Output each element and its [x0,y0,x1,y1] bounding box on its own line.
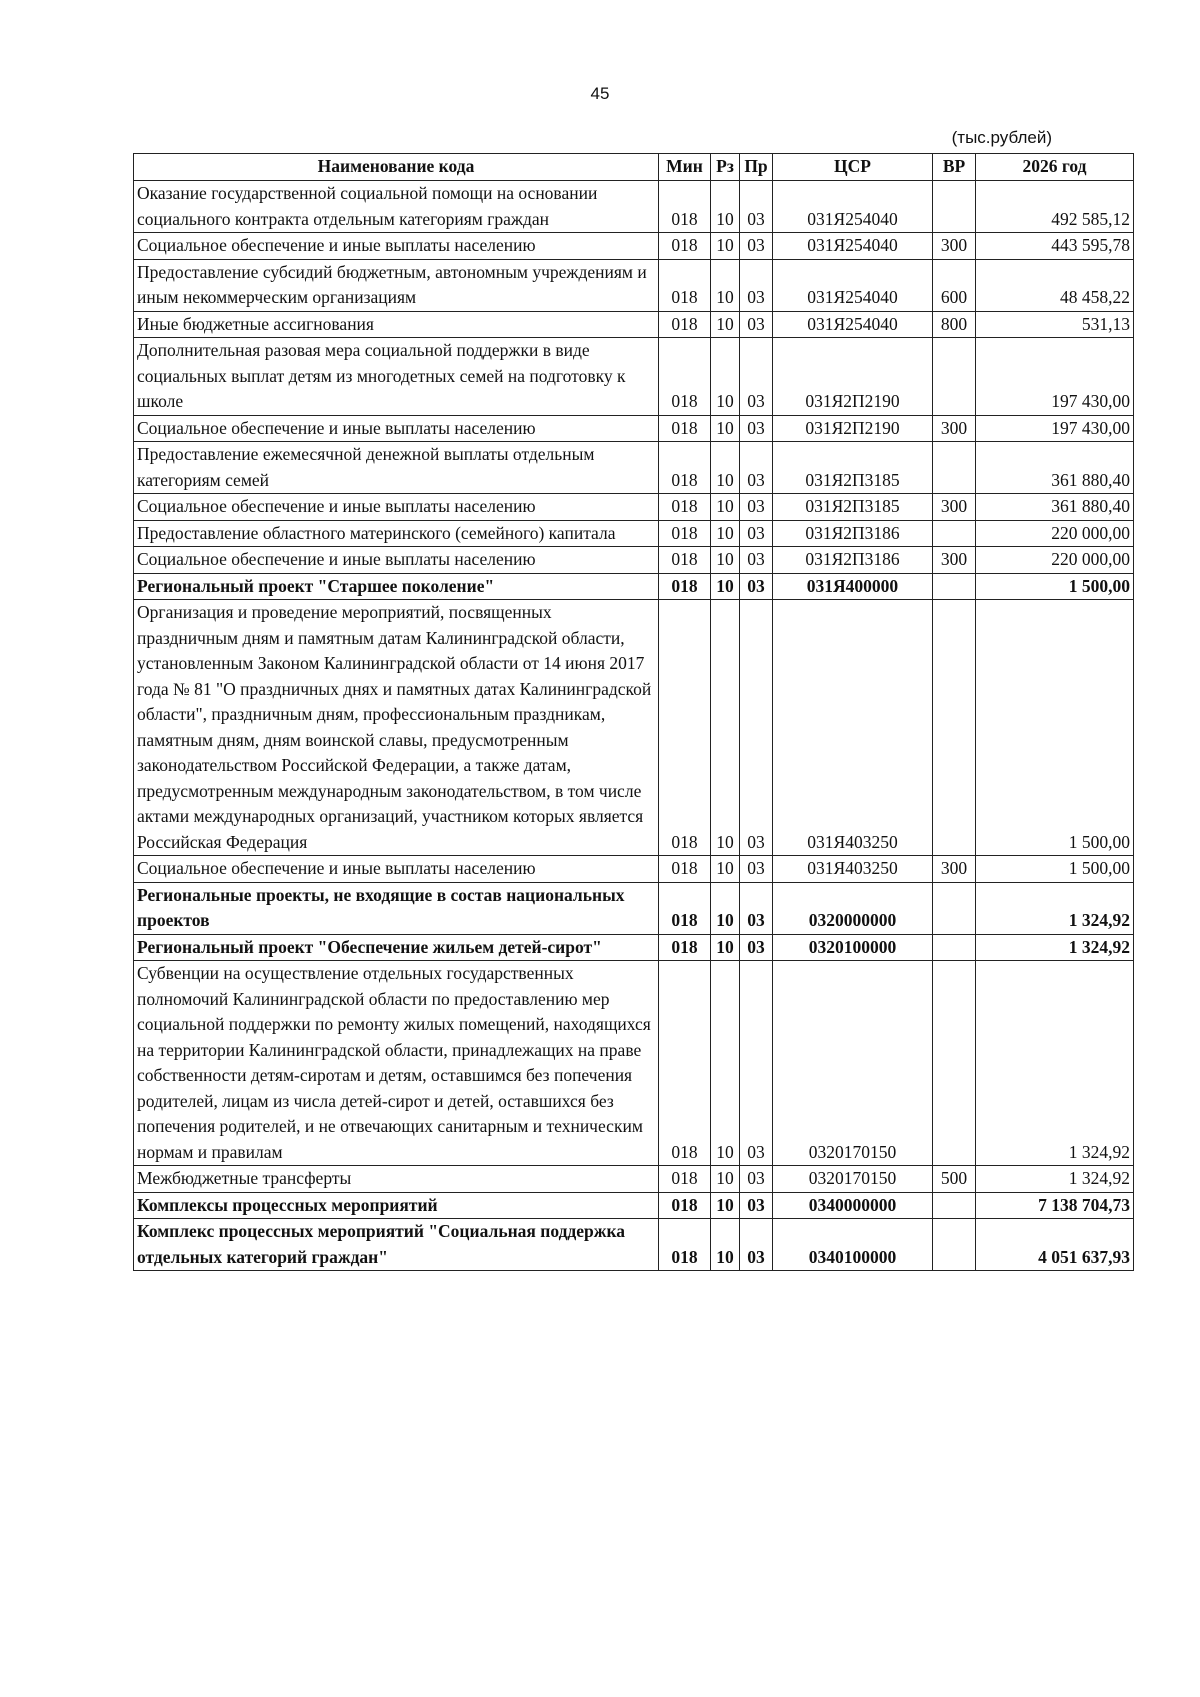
cell-min: 018 [659,442,711,494]
column-header-min: Мин [659,154,711,181]
cell-amount: 361 880,40 [976,494,1134,521]
cell-csr: 031Я254040 [773,259,933,311]
cell-rz: 10 [711,415,740,442]
table-row [134,600,1134,856]
cell-rz: 10 [711,1192,740,1219]
cell-min: 018 [659,573,711,600]
table-row [134,573,1134,600]
cell-rz: 10 [711,856,740,883]
cell-min: 018 [659,494,711,521]
cell-name: Социальное обеспечение и иные выплаты населению [134,494,659,521]
table-row [134,494,1134,521]
cell-amount: 361 880,40 [976,442,1134,494]
cell-rz: 10 [711,882,740,934]
cell-amount: 1 324,92 [976,1166,1134,1193]
cell-rz: 10 [711,338,740,416]
cell-pr: 03 [740,259,773,311]
cell-csr: 0340000000 [773,1192,933,1219]
cell-pr: 03 [740,311,773,338]
cell-min: 018 [659,520,711,547]
cell-name: Оказание государственной социальной помощи на основании социального контракта отдельным категориям граждан [134,181,659,233]
cell-csr: 0320100000 [773,934,933,961]
cell-name: Межбюджетные трансферты [134,1166,659,1193]
cell-rz: 10 [711,1219,740,1271]
cell-pr: 03 [740,882,773,934]
cell-rz: 10 [711,600,740,856]
cell-amount: 220 000,00 [976,520,1134,547]
cell-pr: 03 [740,856,773,883]
table-row [134,961,1134,1166]
table-row [134,520,1134,547]
cell-csr: 031Я254040 [773,311,933,338]
cell-rz: 10 [711,520,740,547]
cell-pr: 03 [740,961,773,1166]
cell-name: Социальное обеспечение и иные выплаты населению [134,856,659,883]
cell-name: Региональный проект "Старшее поколение" [134,573,659,600]
cell-name: Социальное обеспечение и иные выплаты населению [134,415,659,442]
cell-csr: 031Я2П2190 [773,338,933,416]
table-row [134,338,1134,416]
cell-vr [933,442,976,494]
budget-table [133,153,1134,1271]
cell-amount: 7 138 704,73 [976,1192,1134,1219]
cell-name: Предоставление ежемесячной денежной выплаты отдельным категориям семей [134,442,659,494]
table-row [134,442,1134,494]
cell-name: Социальное обеспечение и иные выплаты населению [134,547,659,574]
cell-csr: 031Я2П3186 [773,547,933,574]
cell-min: 018 [659,1219,711,1271]
cell-vr: 500 [933,1166,976,1193]
cell-vr: 600 [933,259,976,311]
cell-name: Региональные проекты, не входящие в состав национальных проектов [134,882,659,934]
cell-vr [933,181,976,233]
cell-name: Социальное обеспечение и иные выплаты населению [134,233,659,260]
cell-vr: 300 [933,494,976,521]
table-row [134,934,1134,961]
cell-vr [933,338,976,416]
cell-min: 018 [659,600,711,856]
cell-name: Дополнительная разовая мера социальной поддержки в виде социальных выплат детям из многодетных семей на подготовку к школе [134,338,659,416]
table-row [134,415,1134,442]
cell-name: Предоставление субсидий бюджетным, автономным учреждениям и иным некоммерческим организациям [134,259,659,311]
cell-rz: 10 [711,442,740,494]
cell-csr: 031Я254040 [773,181,933,233]
cell-pr: 03 [740,1166,773,1193]
cell-amount: 220 000,00 [976,547,1134,574]
table-row [134,311,1134,338]
cell-min: 018 [659,415,711,442]
cell-csr: 0320170150 [773,961,933,1166]
cell-min: 018 [659,961,711,1166]
cell-amount: 443 595,78 [976,233,1134,260]
table-row [134,233,1134,260]
cell-amount: 492 585,12 [976,181,1134,233]
cell-name: Комплексы процессных мероприятий [134,1192,659,1219]
column-header-rz: Рз [711,154,740,181]
cell-csr: 031Я2П3185 [773,442,933,494]
cell-csr: 031Я2П3185 [773,494,933,521]
cell-vr: 300 [933,856,976,883]
cell-amount: 4 051 637,93 [976,1219,1134,1271]
cell-rz: 10 [711,1166,740,1193]
cell-pr: 03 [740,181,773,233]
page-number: 45 [590,84,610,103]
cell-amount: 1 500,00 [976,856,1134,883]
table-row [134,1166,1134,1193]
cell-pr: 03 [740,934,773,961]
units-label: (тыс.рублей) [951,128,1052,147]
cell-min: 018 [659,181,711,233]
cell-vr [933,1219,976,1271]
cell-pr: 03 [740,494,773,521]
cell-name: Предоставление областного материнского (семейного) капитала [134,520,659,547]
cell-rz: 10 [711,233,740,260]
cell-amount: 1 324,92 [976,934,1134,961]
table-row [134,547,1134,574]
table-row [134,1219,1134,1271]
table-row [134,882,1134,934]
cell-csr: 031Я2П2190 [773,415,933,442]
cell-amount: 197 430,00 [976,415,1134,442]
cell-vr: 800 [933,311,976,338]
cell-pr: 03 [740,573,773,600]
cell-pr: 03 [740,600,773,856]
cell-vr [933,1192,976,1219]
cell-rz: 10 [711,259,740,311]
cell-rz: 10 [711,311,740,338]
cell-amount: 1 324,92 [976,882,1134,934]
table-row [134,856,1134,883]
cell-amount: 197 430,00 [976,338,1134,416]
column-header-vr: ВР [933,154,976,181]
cell-amount: 531,13 [976,311,1134,338]
cell-name: Субвенции на осуществление отдельных государственных полномочий Калининградской области по предоставлению мер социальной поддержки по ремонту жилых помещений, находящихся на территории Калининградской области, принадлежащих на праве собственности детям-сиротам и детям, оставшимся без попечения родителей, лицам из числа детей-сирот и детей, оставшихся без попечения родителей, и не отвечающих санитарным и техническим нормам и правилам [134,961,659,1166]
column-header-pr: Пр [740,154,773,181]
cell-csr: 031Я403250 [773,600,933,856]
cell-amount: 1 500,00 [976,573,1134,600]
cell-vr: 300 [933,233,976,260]
cell-csr: 031Я403250 [773,856,933,883]
cell-pr: 03 [740,1192,773,1219]
cell-vr [933,600,976,856]
column-header-name: Наименование кода [134,154,659,181]
cell-min: 018 [659,1166,711,1193]
cell-name: Комплекс процессных мероприятий "Социальная поддержка отдельных категорий граждан" [134,1219,659,1271]
cell-vr [933,934,976,961]
cell-vr [933,961,976,1166]
cell-csr: 031Я400000 [773,573,933,600]
cell-vr [933,882,976,934]
table-header-row [134,154,1134,181]
cell-vr: 300 [933,547,976,574]
cell-pr: 03 [740,442,773,494]
cell-vr: 300 [933,415,976,442]
cell-rz: 10 [711,547,740,574]
cell-min: 018 [659,233,711,260]
cell-pr: 03 [740,415,773,442]
cell-rz: 10 [711,494,740,521]
cell-csr: 031Я2П3186 [773,520,933,547]
table-row [134,1192,1134,1219]
cell-min: 018 [659,547,711,574]
column-header-csr: ЦСР [773,154,933,181]
cell-name: Иные бюджетные ассигнования [134,311,659,338]
cell-pr: 03 [740,233,773,260]
cell-min: 018 [659,882,711,934]
cell-min: 018 [659,934,711,961]
cell-amount: 1 500,00 [976,600,1134,856]
cell-amount: 48 458,22 [976,259,1134,311]
cell-amount: 1 324,92 [976,961,1134,1166]
column-header-year: 2026 год [976,154,1134,181]
cell-min: 018 [659,856,711,883]
cell-rz: 10 [711,961,740,1166]
table-row [134,181,1134,233]
cell-min: 018 [659,311,711,338]
cell-pr: 03 [740,338,773,416]
cell-min: 018 [659,338,711,416]
cell-csr: 0340100000 [773,1219,933,1271]
cell-name: Организация и проведение мероприятий, посвященных праздничным дням и памятным датам Калининградской области, установленным Законом Калининградской области от 14 июня 2017 года № 81 "О праздничных днях и памятных датах Калининградской области", праздничным дням, профессиональным праздникам, памятным дням, дням воинской славы, предусмотренным законодательством Российской Федерации, а также датам, предусмотренным международным законодательством, в том числе актами международных организаций, участником которых является Российская Федерация [134,600,659,856]
cell-pr: 03 [740,547,773,574]
cell-vr [933,573,976,600]
cell-csr: 031Я254040 [773,233,933,260]
cell-vr [933,520,976,547]
cell-name: Региональный проект "Обеспечение жильем детей-сирот" [134,934,659,961]
cell-pr: 03 [740,1219,773,1271]
cell-min: 018 [659,1192,711,1219]
table-row [134,259,1134,311]
cell-csr: 0320000000 [773,882,933,934]
cell-rz: 10 [711,573,740,600]
cell-min: 018 [659,259,711,311]
cell-pr: 03 [740,520,773,547]
cell-rz: 10 [711,181,740,233]
cell-csr: 0320170150 [773,1166,933,1193]
cell-rz: 10 [711,934,740,961]
table-body [134,181,1134,1271]
